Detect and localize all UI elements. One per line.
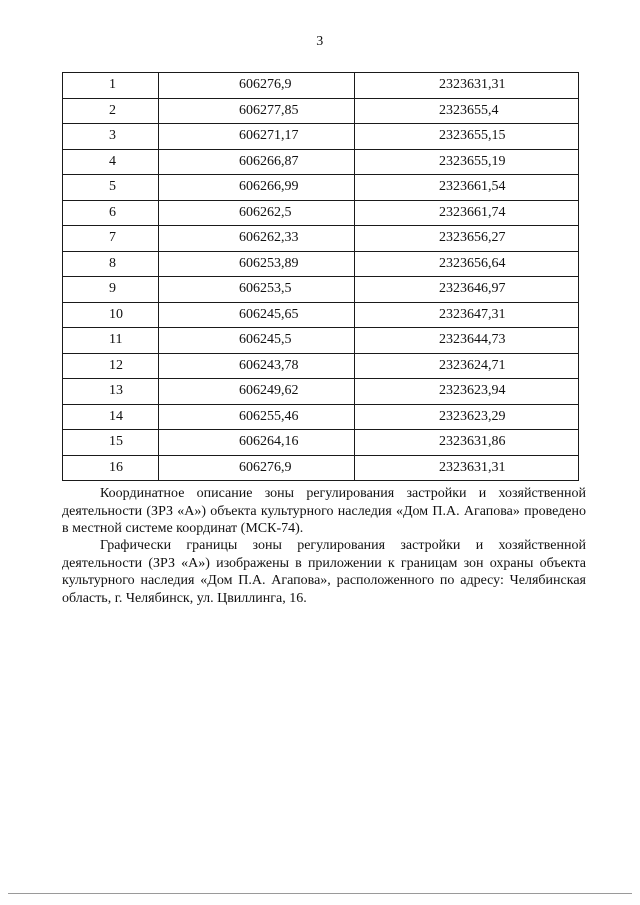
coordinate-y: 2323655,19 xyxy=(355,149,579,175)
point-number: 14 xyxy=(63,404,159,430)
table-row xyxy=(63,379,579,405)
coordinate-y: 2323631,31 xyxy=(355,73,579,99)
coordinate-x: 606249,62 xyxy=(159,379,355,405)
table-row xyxy=(63,226,579,252)
coordinate-y: 2323655,4 xyxy=(355,98,579,124)
table-row xyxy=(63,277,579,303)
coordinate-y: 2323661,54 xyxy=(355,175,579,201)
coordinate-y: 2323623,29 xyxy=(355,404,579,430)
point-number: 15 xyxy=(63,430,159,456)
point-number: 7 xyxy=(63,226,159,252)
table-row xyxy=(63,353,579,379)
coordinate-x: 606266,87 xyxy=(159,149,355,175)
coordinate-y: 2323623,94 xyxy=(355,379,579,405)
point-number: 3 xyxy=(63,124,159,150)
coordinate-x: 606277,85 xyxy=(159,98,355,124)
table-row xyxy=(63,430,579,456)
table-row xyxy=(63,149,579,175)
point-number: 5 xyxy=(63,175,159,201)
coordinate-x: 606245,65 xyxy=(159,302,355,328)
coordinates-table xyxy=(62,72,579,481)
coordinate-y: 2323631,86 xyxy=(355,430,579,456)
point-number: 6 xyxy=(63,200,159,226)
point-number: 12 xyxy=(63,353,159,379)
coordinate-x: 606276,9 xyxy=(159,73,355,99)
coordinate-y: 2323644,73 xyxy=(355,328,579,354)
table-row xyxy=(63,328,579,354)
table-row xyxy=(63,124,579,150)
table-row xyxy=(63,73,579,99)
page-number: 3 xyxy=(316,34,324,49)
coordinate-x: 606255,46 xyxy=(159,404,355,430)
coordinate-y: 2323631,31 xyxy=(355,455,579,481)
table-row xyxy=(63,98,579,124)
coordinate-x: 606245,5 xyxy=(159,328,355,354)
coordinate-x: 606262,33 xyxy=(159,226,355,252)
point-number: 9 xyxy=(63,277,159,303)
table-row xyxy=(63,175,579,201)
coordinate-y: 2323661,74 xyxy=(355,200,579,226)
table-row xyxy=(63,251,579,277)
graphic-boundaries-paragraph: Графически границы зоны регулирования застройки и хозяйственной деятельности (ЗРЗ «А») изображены в приложении к границам зон охраны объекта культурного наследия «Дом П.А. Агапова», расположенного по адресу: Челябинская область, г. Челябинск, ул. Цвиллинга, 16. xyxy=(62,538,586,606)
coordinate-y: 2323624,71 xyxy=(355,353,579,379)
coordinate-x: 606262,5 xyxy=(159,200,355,226)
coordinate-y: 2323656,64 xyxy=(355,251,579,277)
coordinate-y: 2323647,31 xyxy=(355,302,579,328)
coordinate-x: 606276,9 xyxy=(159,455,355,481)
scan-edge-line xyxy=(8,893,632,894)
coordinate-x: 606266,99 xyxy=(159,175,355,201)
point-number: 2 xyxy=(63,98,159,124)
table-row xyxy=(63,455,579,481)
point-number: 16 xyxy=(63,455,159,481)
coordinate-x: 606253,89 xyxy=(159,251,355,277)
table-row xyxy=(63,404,579,430)
coordinate-y: 2323656,27 xyxy=(355,226,579,252)
point-number: 10 xyxy=(63,302,159,328)
coordinate-x: 606243,78 xyxy=(159,353,355,379)
coordinate-x: 606271,17 xyxy=(159,124,355,150)
point-number: 1 xyxy=(63,73,159,99)
table-row xyxy=(63,200,579,226)
coordinate-y: 2323655,15 xyxy=(355,124,579,150)
point-number: 13 xyxy=(63,379,159,405)
point-number: 4 xyxy=(63,149,159,175)
point-number: 11 xyxy=(63,328,159,354)
coordinate-x: 606253,5 xyxy=(159,277,355,303)
coordinate-y: 2323646,97 xyxy=(355,277,579,303)
point-number: 8 xyxy=(63,251,159,277)
coordinate-x: 606264,16 xyxy=(159,430,355,456)
table-row xyxy=(63,302,579,328)
coordinate-description-paragraph: Координатное описание зоны регулирования застройки и хозяйственной деятельности (ЗРЗ «А») объекта культурного наследия «Дом П.А. Агапова» проведено в местной системе координат (МСК-74). xyxy=(62,486,586,536)
